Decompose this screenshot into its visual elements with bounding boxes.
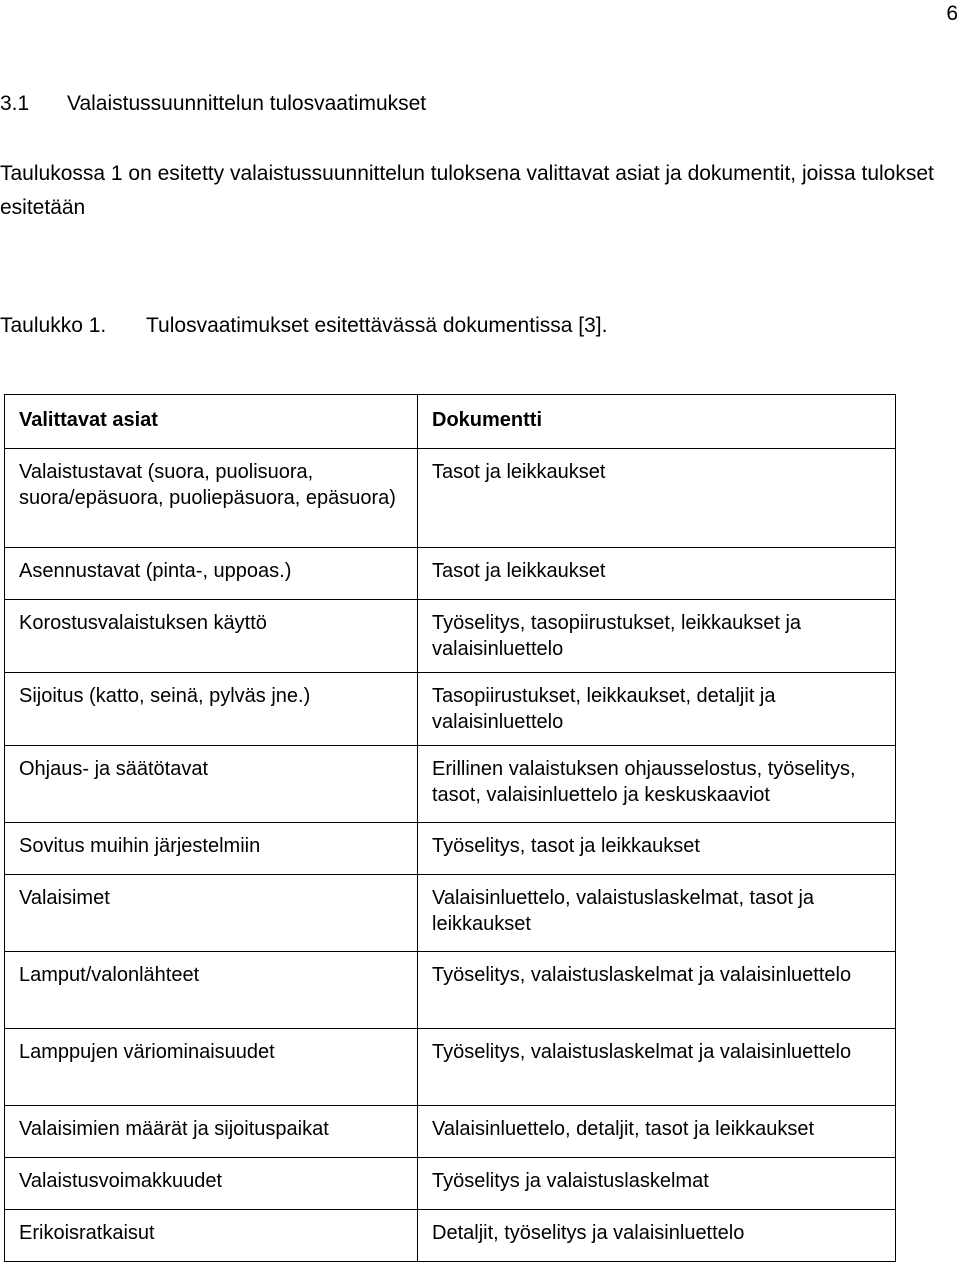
table-row — [5, 746, 896, 823]
row-document: Valaisinluettelo, detaljit, tasot ja leikkaukset — [418, 1106, 896, 1158]
table-row — [5, 1210, 896, 1262]
row-item: Korostusvalaistuksen käyttö — [5, 600, 418, 673]
row-item: Lamppujen väriominaisuudet — [5, 1029, 418, 1106]
intro-paragraph: Taulukossa 1 on esitetty valaistussuunnittelun tuloksena valittavat asiat ja dokumentit, joissa tulokset esitetään — [0, 162, 934, 219]
row-document: Työselitys, tasopiirustukset, leikkaukset ja valaisinluettelo — [418, 600, 896, 673]
row-document: Detaljit, työselitys ja valaisinluettelo — [418, 1210, 896, 1262]
row-document: Työselitys, tasot ja leikkaukset — [418, 823, 896, 875]
row-document: Työselitys ja valaistuslaskelmat — [418, 1158, 896, 1210]
table-caption-text: Tulosvaatimukset esitettävässä dokumentissa [3]. — [146, 314, 608, 337]
section-heading — [0, 90, 426, 118]
row-document: Tasopiirustukset, leikkaukset, detaljit ja valaisinluettelo — [418, 673, 896, 746]
table-row — [5, 952, 896, 1029]
row-item: Sovitus muihin järjestelmiin — [5, 823, 418, 875]
row-item: Asennustavat (pinta-, uppoas.) — [5, 548, 418, 600]
header-valittavat-asiat: Valittavat asiat — [5, 395, 418, 449]
table-row — [5, 673, 896, 746]
table-caption — [0, 312, 607, 340]
row-item: Valaisimet — [5, 875, 418, 952]
table-row — [5, 548, 896, 600]
requirements-table — [4, 394, 896, 1262]
row-item: Valaisimien määrät ja sijoituspaikat — [5, 1106, 418, 1158]
row-document: Työselitys, valaistuslaskelmat ja valaisinluettelo — [418, 952, 896, 1029]
table-row — [5, 1158, 896, 1210]
row-document: Erillinen valaistuksen ohjausselostus, työselitys, tasot, valaisinluettelo ja keskuskaaviot — [418, 746, 896, 823]
row-item: Valaistustavat (suora, puolisuora, suora/epäsuora, puoliepäsuora, epäsuora) — [5, 449, 418, 548]
row-item: Sijoitus (katto, seinä, pylväs jne.) — [5, 673, 418, 746]
table-row — [5, 875, 896, 952]
table-row — [5, 449, 896, 548]
row-item: Erikoisratkaisut — [5, 1210, 418, 1262]
page-number: 6 — [946, 2, 958, 25]
section-title: Valaistussuunnittelun tulosvaatimukset — [67, 92, 427, 115]
row-document: Valaisinluettelo, valaistuslaskelmat, tasot ja leikkaukset — [418, 875, 896, 952]
table-header-row — [5, 395, 896, 449]
table-row — [5, 823, 896, 875]
table-caption-label: Taulukko 1. — [0, 314, 107, 337]
row-document: Työselitys, valaistuslaskelmat ja valaisinluettelo — [418, 1029, 896, 1106]
table-row — [5, 1106, 896, 1158]
table-row — [5, 1029, 896, 1106]
row-item: Lamput/valonlähteet — [5, 952, 418, 1029]
row-item: Ohjaus- ja säätötavat — [5, 746, 418, 823]
table-row — [5, 600, 896, 673]
row-document: Tasot ja leikkaukset — [418, 548, 896, 600]
header-dokumentti: Dokumentti — [418, 395, 896, 449]
row-document: Tasot ja leikkaukset — [418, 449, 896, 548]
section-number: 3.1 — [0, 92, 30, 115]
row-item: Valaistusvoimakkuudet — [5, 1158, 418, 1210]
